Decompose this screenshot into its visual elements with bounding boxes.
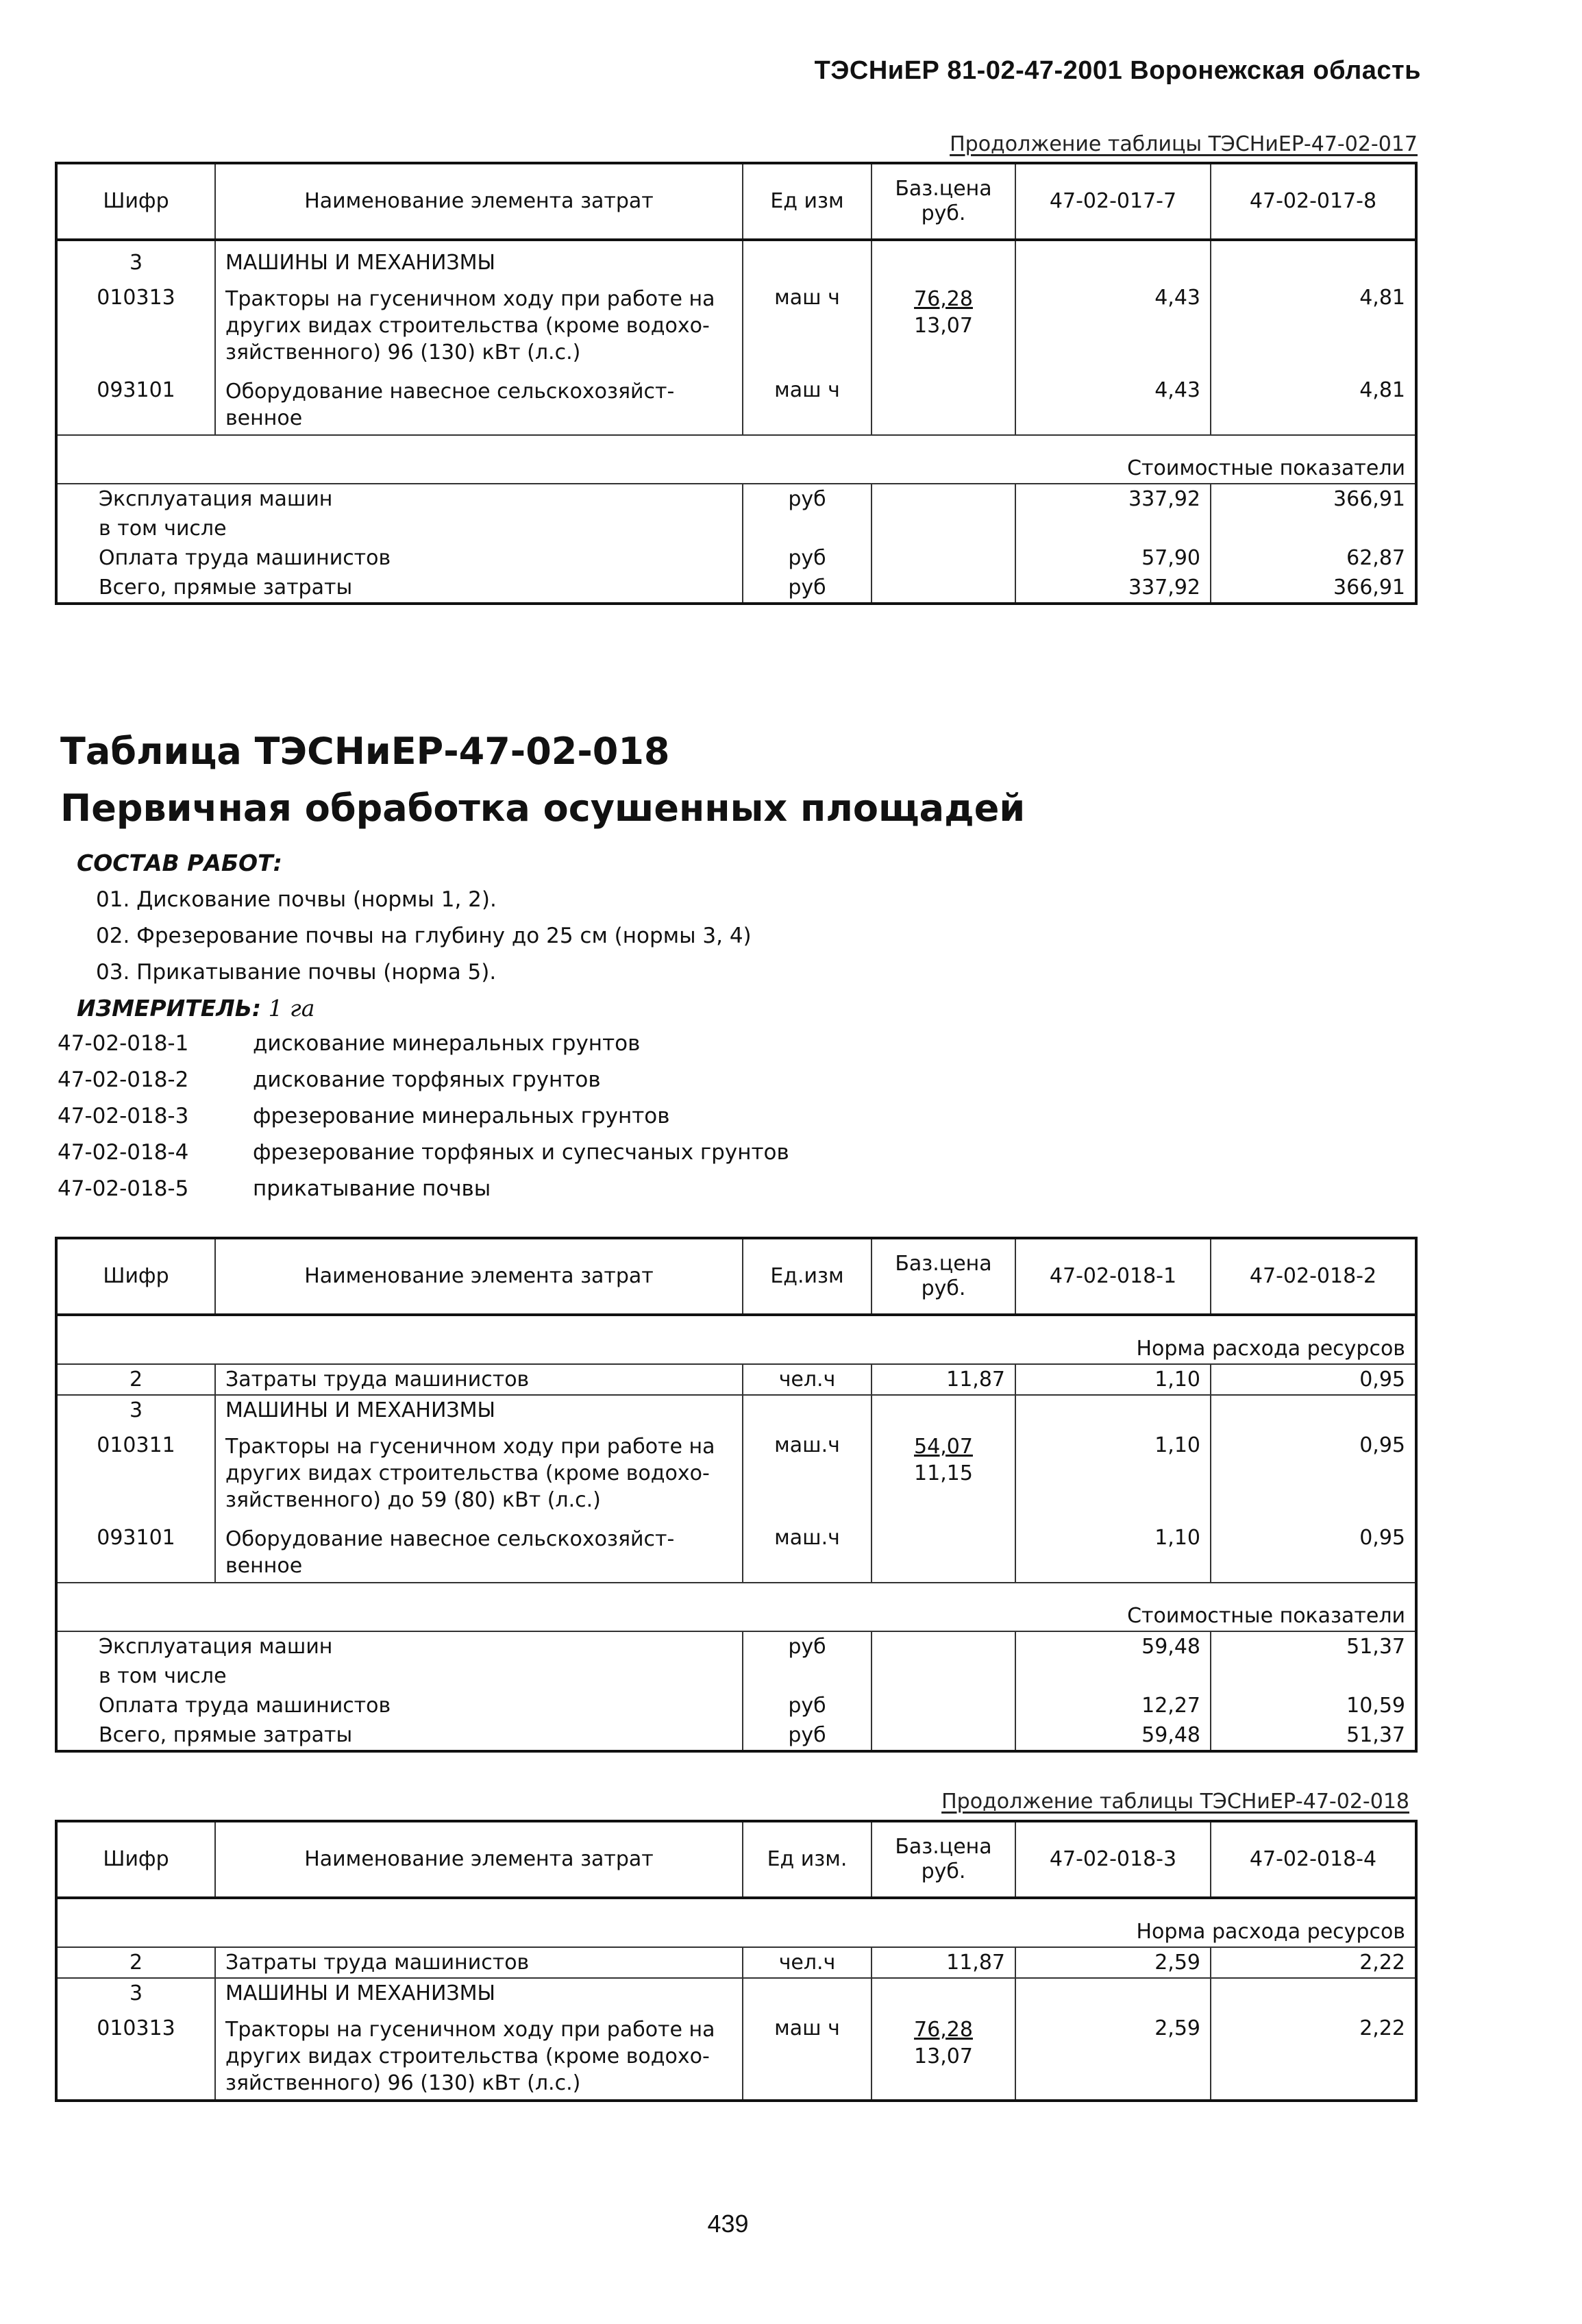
row-unit: маш ч (743, 277, 872, 369)
table-row (56, 240, 1416, 277)
price-sub-value: 11,15 (914, 1461, 973, 1485)
column-header: Баз.цена руб. (872, 1821, 1015, 1898)
table-row (56, 1516, 1416, 1583)
section-row (56, 435, 1416, 484)
row-value-1: 4,43 (1015, 277, 1211, 369)
table-row (56, 1364, 1416, 1395)
table-row (56, 1947, 1416, 1978)
row-name: МАШИНЫ И МЕХАНИЗМЫ (215, 1978, 743, 2008)
row-value-1: 2,59 (1015, 1947, 1211, 1978)
norm-desc: дискование минеральных грунтов (253, 1031, 641, 1056)
work-item: 01. Дискование почвы (нормы 1, 2). (96, 887, 497, 912)
row-value-2: 2,22 (1211, 2008, 1416, 2101)
cost-value-2: 366,91 (1211, 573, 1416, 604)
table-caption: Продолжение таблицы ТЭСНиЕР-47-02-017 (950, 132, 1418, 156)
row-name-line: других видах строительства (кроме водохо- (225, 1461, 710, 1485)
cost-value-2: 10,59 (1211, 1691, 1416, 1720)
section-row (56, 1315, 1416, 1364)
column-header: Шифр (56, 1238, 215, 1315)
row-unit: маш ч (743, 2008, 872, 2101)
row-code: 3 (56, 1978, 215, 2008)
table-header-row (56, 1238, 1416, 1315)
norm-code: 47-02-018-4 (58, 1140, 189, 1165)
column-header: Шифр (56, 1821, 215, 1898)
row-unit: маш.ч (743, 1425, 872, 1516)
row-value-2: 4,81 (1211, 277, 1416, 369)
cost-unit: руб (743, 484, 872, 514)
price-sub-value: 13,07 (914, 2044, 973, 2068)
row-name-line: Тракторы на гусеничном ходу при работе на (225, 1435, 715, 1459)
cost-value-2: 51,37 (1211, 1720, 1416, 1751)
column-header: 47-02-018-3 (1015, 1821, 1211, 1898)
section-title: Таблица ТЭСНиЕР-47-02-018 (60, 730, 670, 773)
norm-row (58, 1140, 789, 1165)
row-value-2: 0,95 (1211, 1364, 1416, 1395)
table-header-row (56, 1821, 1416, 1898)
row-name-line: зяйственного) до 59 (80) кВт (л.с.) (225, 1488, 601, 1512)
row-name (215, 277, 743, 369)
composition-label: СОСТАВ РАБОТ: (77, 850, 282, 876)
cost-label: Эксплуатация машин (56, 484, 743, 514)
norm-code: 47-02-018-5 (58, 1176, 189, 1201)
norm-row (58, 1067, 601, 1092)
table-row (56, 1425, 1416, 1516)
table-row (56, 514, 1416, 543)
cost-section-label: Стоимостные показатели (56, 1583, 1416, 1631)
row-code: 093101 (56, 369, 215, 435)
norm-row (58, 1031, 640, 1056)
table-row (56, 1978, 1416, 2008)
row-name: МАШИНЫ И МЕХАНИЗМЫ (215, 240, 743, 277)
cost-label: Оплата труда машинистов (56, 543, 743, 573)
cost-label: Оплата труда машинистов (56, 1691, 743, 1720)
row-name-line: других видах строительства (кроме водохо- (225, 2044, 710, 2068)
row-name-line: венное (225, 406, 303, 430)
column-header: 47-02-018-1 (1015, 1238, 1211, 1315)
cost-value-2: 366,91 (1211, 484, 1416, 514)
cost-table-018b (55, 1820, 1418, 2102)
cost-value-1: 59,48 (1015, 1631, 1211, 1661)
price-value: 76,28 (914, 2018, 973, 2042)
table-header-row (56, 163, 1416, 240)
column-header: Наименование элемента затрат (215, 1238, 743, 1315)
section-row (56, 1898, 1416, 1947)
row-name-line: венное (225, 1554, 303, 1578)
norm-section-label: Норма расхода ресурсов (56, 1898, 1416, 1947)
norm-desc: фрезерование минеральных грунтов (253, 1104, 670, 1128)
norm-code: 47-02-018-2 (58, 1067, 189, 1092)
cost-value-1: 12,27 (1015, 1691, 1211, 1720)
row-code: 010311 (56, 1425, 215, 1516)
row-unit: чел.ч (743, 1364, 872, 1395)
cost-label: в том числе (56, 1661, 743, 1691)
column-header: 47-02-017-8 (1211, 163, 1416, 240)
norm-section-label: Норма расхода ресурсов (56, 1315, 1416, 1364)
page-number: 439 (707, 2210, 749, 2238)
row-value-1: 4,43 (1015, 369, 1211, 435)
row-price (872, 1425, 1015, 1516)
row-name-line: Тракторы на гусеничном ходу при работе на (225, 2018, 715, 2042)
cost-label: Эксплуатация машин (56, 1631, 743, 1661)
row-name-line: Тракторы на гусеничном ходу при работе на (225, 287, 715, 311)
work-item: 03. Прикатывание почвы (норма 5). (96, 960, 497, 985)
column-header: Ед изм (743, 163, 872, 240)
column-header: Наименование элемента затрат (215, 1821, 743, 1898)
column-header: 47-02-017-7 (1015, 163, 1211, 240)
row-value-2: 2,22 (1211, 1947, 1416, 1978)
cost-unit: руб (743, 1720, 872, 1751)
cost-unit: руб (743, 1691, 872, 1720)
cost-value-2: 62,87 (1211, 543, 1416, 573)
row-unit: маш.ч (743, 1516, 872, 1583)
row-value-2: 0,95 (1211, 1425, 1416, 1516)
column-header: Ед.изм (743, 1238, 872, 1315)
row-unit: маш ч (743, 369, 872, 435)
column-header: Баз.цена руб. (872, 1238, 1015, 1315)
row-name (215, 369, 743, 435)
row-name: Затраты труда машинистов (215, 1947, 743, 1978)
row-price: 11,87 (872, 1947, 1015, 1978)
cost-unit: руб (743, 543, 872, 573)
cost-label: Всего, прямые затраты (56, 1720, 743, 1751)
row-name-line: других видах строительства (кроме водохо- (225, 314, 710, 338)
norm-row (58, 1176, 491, 1201)
cost-value-1: 337,92 (1015, 484, 1211, 514)
norm-desc: прикатывание почвы (253, 1176, 491, 1201)
cost-table-017 (55, 162, 1418, 605)
section-subtitle: Первичная обработка осушенных площадей (60, 787, 1026, 830)
cost-unit: руб (743, 1631, 872, 1661)
row-code: 2 (56, 1364, 215, 1395)
cost-value-1: 337,92 (1015, 573, 1211, 604)
row-name (215, 1516, 743, 1583)
cost-section-label: Стоимостные показатели (56, 435, 1416, 484)
work-item: 02. Фрезерование почвы на глубину до 25 см (нормы 3, 4) (96, 924, 752, 948)
table-row (56, 484, 1416, 514)
meter-value: 1 га (268, 995, 315, 1022)
column-header: Баз.цена руб. (872, 163, 1015, 240)
column-header: 47-02-018-2 (1211, 1238, 1416, 1315)
row-value-1: 1,10 (1015, 1364, 1211, 1395)
price-sub-value: 13,07 (914, 314, 973, 338)
row-code: 010313 (56, 2008, 215, 2101)
page-header: ТЭСНиЕР 81-02-47-2001 Воронежская область (814, 56, 1421, 85)
row-value-1: 2,59 (1015, 2008, 1211, 2101)
norm-code: 47-02-018-3 (58, 1104, 189, 1128)
column-header: 47-02-018-4 (1211, 1821, 1416, 1898)
row-name: Затраты труда машинистов (215, 1364, 743, 1395)
norm-desc: фрезерование торфяных и супесчаных грунтов (253, 1140, 789, 1165)
table-row (56, 1631, 1416, 1661)
column-header: Ед изм. (743, 1821, 872, 1898)
column-header: Шифр (56, 163, 215, 240)
row-code: 3 (56, 240, 215, 277)
norm-code: 47-02-018-1 (58, 1031, 189, 1056)
row-code: 2 (56, 1947, 215, 1978)
row-value-1: 1,10 (1015, 1425, 1211, 1516)
row-name (215, 2008, 743, 2101)
row-name-line: Оборудование навесное сельскохозяйст- (225, 1527, 675, 1551)
cost-value-1: 57,90 (1015, 543, 1211, 573)
table-row (56, 1720, 1416, 1751)
row-value-2: 0,95 (1211, 1516, 1416, 1583)
cost-table-018a (55, 1237, 1418, 1753)
row-value-2: 4,81 (1211, 369, 1416, 435)
row-name-line: Оборудование навесное сельскохозяйст- (225, 380, 675, 404)
row-price (872, 2008, 1015, 2101)
section-row (56, 1583, 1416, 1631)
table-row (56, 1395, 1416, 1425)
row-name (215, 1425, 743, 1516)
row-price: 11,87 (872, 1364, 1015, 1395)
cost-label: в том числе (56, 514, 743, 543)
row-code: 093101 (56, 1516, 215, 1583)
price-value: 54,07 (914, 1435, 973, 1459)
table-row (56, 1691, 1416, 1720)
row-name: МАШИНЫ И МЕХАНИЗМЫ (215, 1395, 743, 1425)
row-name-line: зяйственного) 96 (130) кВт (л.с.) (225, 341, 581, 364)
cost-value-1: 59,48 (1015, 1720, 1211, 1751)
table-row (56, 1661, 1416, 1691)
table-row (56, 573, 1416, 604)
row-price (872, 277, 1015, 369)
row-value-1: 1,10 (1015, 1516, 1211, 1583)
norm-row (58, 1104, 670, 1128)
meter (77, 995, 314, 1022)
norm-desc: дискование торфяных грунтов (253, 1067, 601, 1092)
table-caption: Продолжение таблицы ТЭСНиЕР-47-02-018 (941, 1790, 1409, 1814)
price-value: 76,28 (914, 287, 973, 311)
row-unit: чел.ч (743, 1947, 872, 1978)
cost-unit: руб (743, 573, 872, 604)
column-header: Наименование элемента затрат (215, 163, 743, 240)
row-code: 3 (56, 1395, 215, 1425)
table-row (56, 277, 1416, 369)
row-code: 010313 (56, 277, 215, 369)
row-name-line: зяйственного) 96 (130) кВт (л.с.) (225, 2071, 581, 2095)
table-row (56, 369, 1416, 435)
cost-label: Всего, прямые затраты (56, 573, 743, 604)
cost-value-2: 51,37 (1211, 1631, 1416, 1661)
meter-label: ИЗМЕРИТЕЛЬ: (77, 995, 262, 1022)
table-row (56, 2008, 1416, 2101)
table-row (56, 543, 1416, 573)
